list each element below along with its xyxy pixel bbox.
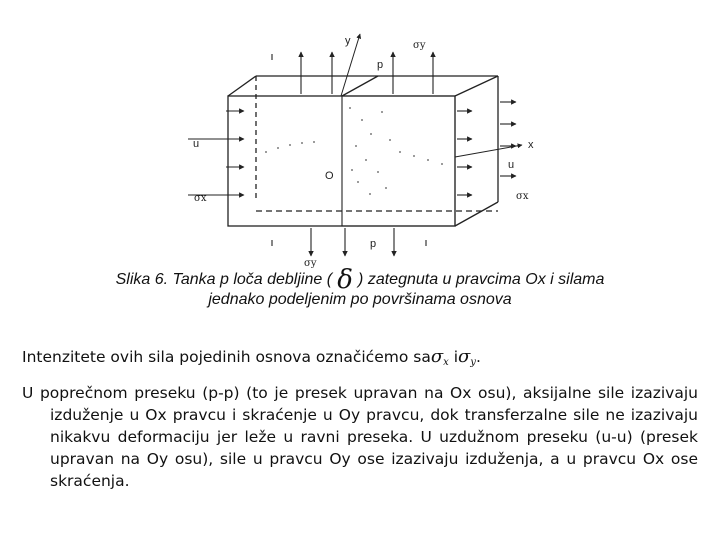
section-u-right-label: u xyxy=(508,159,515,171)
sigma-y-top-label: σy xyxy=(413,40,426,51)
y-axis xyxy=(341,34,360,96)
y-axis-label: y xyxy=(345,35,351,47)
body-text xyxy=(22,346,698,492)
left-force-arrows xyxy=(188,111,244,195)
sigma-y-symbol xyxy=(458,346,476,367)
sigma-y-bottom-label: σy xyxy=(304,258,317,269)
x-axis xyxy=(455,145,522,157)
sigma-x-letter: σ xyxy=(430,346,444,367)
x-axis-label: x xyxy=(528,139,534,151)
figure-caption xyxy=(0,265,720,310)
caption-line-1 xyxy=(0,265,720,295)
caption-text-after: ) zategnuta u pravcima Ox i silama xyxy=(358,271,605,288)
delta-symbol: δ xyxy=(337,265,353,295)
section-p-top-label: p xyxy=(377,59,384,71)
sigma-y-subscript: y xyxy=(470,357,476,368)
intensities-text: Intenzitete ovih sila pojedinih osnova označićemo sa xyxy=(22,348,431,366)
right-force-arrows xyxy=(457,102,516,195)
conjunction-text: i xyxy=(448,348,458,366)
section-p-plane xyxy=(342,96,455,226)
sigma-x-right-label: σx xyxy=(516,191,529,202)
paragraph-intensities xyxy=(22,346,698,374)
sigma-x-left-label: σx xyxy=(194,193,207,204)
section-u-left-label: u xyxy=(193,138,200,150)
sigma-x-subscript: x xyxy=(443,357,449,368)
sigma-x-symbol xyxy=(431,346,449,367)
caption-text-before: Slika 6. Tanka p loča debljine ( xyxy=(115,271,333,288)
sentence-end: . xyxy=(475,348,481,366)
caption-line-2: jednako podeljenim po površinama osnova xyxy=(208,291,512,308)
bottom-force-arrows xyxy=(272,228,426,256)
origin-label: O xyxy=(325,170,334,182)
section-p-bottom-label: p xyxy=(370,238,377,250)
sigma-y-letter: σ xyxy=(458,346,471,367)
paragraph-sections: U poprečnom preseku (p-p) (to je presek upravan na Ox osu), aksijalne sile izazivaju izduženje u Ox pravcu i skraćenje u Oy pravcu, dok transferzalne sile ne izazivaju nikakvu deformaciju jer leže u ravni preseka. U uzdužnom preseku (u-u) (presek upravan na Oy osu), sile u pravcu Oy ose izazivaju izduženja, a u pravcu Ox ose skraćenja. xyxy=(22,384,698,490)
